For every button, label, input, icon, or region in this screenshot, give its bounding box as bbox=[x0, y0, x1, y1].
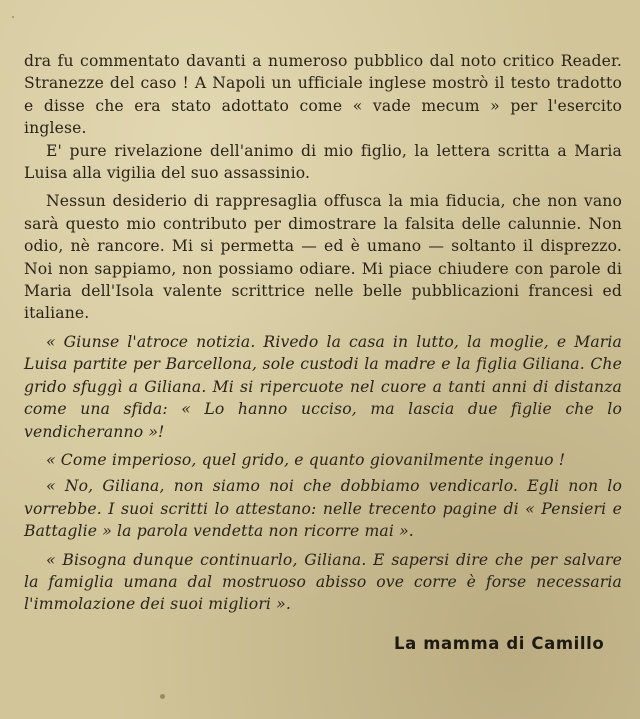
signature: La mamma di Camillo bbox=[394, 634, 605, 653]
paragraph-1: dra fu commentato davanti a numeroso pubblico dal noto critico Reader. Stranezze del caso ! A Napoli un ufficiale inglese mostrò il testo tradotto e disse che era stato adottato come « vade mecum » per l'esercito inglese. bbox=[24, 52, 622, 138]
paragraph-2: E' pure rivelazione dell'animo di mio figlio, la lettera scritta a Maria Luisa alla vigilia del suo assassinio. bbox=[24, 141, 622, 183]
page-body bbox=[24, 50, 622, 616]
quote-paragraph-4: « Bisogna dunque continuarlo, Giliana. E sapersi dire che per salvare la famiglia umana dal mostruoso abisso ove corre è forse necessaria l'immolazione dei suoi migliori ». bbox=[24, 550, 622, 614]
quote-paragraph-3: « No, Giliana, non siamo noi che dobbiamo vendicarlo. Egli non lo vorrebbe. I suoi scritti lo attestano: nelle trecento pagine di « Pensieri e Battaglie » la parola vendetta non ricorre mai ». bbox=[24, 477, 622, 541]
paper-speck bbox=[160, 694, 165, 699]
paragraph-3: Nessun desiderio di rappresaglia offusca la mia fiducia, che non vano sarà questo mio contributo per dimostrare la falsita delle calunnie. Non odio, nè rancore. Mi si permetta — ed è umano — soltanto il disprezzo. Noi non sappiamo, non possiamo odiare. Mi piace chiudere con parole di Maria dell'Isola valente scrittrice nelle belle pubblicazioni francesi ed italiane. bbox=[24, 192, 622, 323]
quote-paragraph-1: « Giunse l'atroce notizia. Rivedo la casa in lutto, la moglie, e Maria Luisa partite per Barcellona, sole custodi la madre e la figlia Giliana. Che grido sfuggì a Giliana. Mi si ripercuote nel cuore a tanti anni di distanza come una sfida: « Lo hanno ucciso, ma lascia due figlie che lo vendicheranno »! bbox=[24, 332, 622, 441]
quote-paragraph-2: « Come imperioso, quel grido, e quanto giovanilmente ingenuo ! bbox=[46, 450, 566, 469]
paper-speck bbox=[12, 16, 14, 18]
